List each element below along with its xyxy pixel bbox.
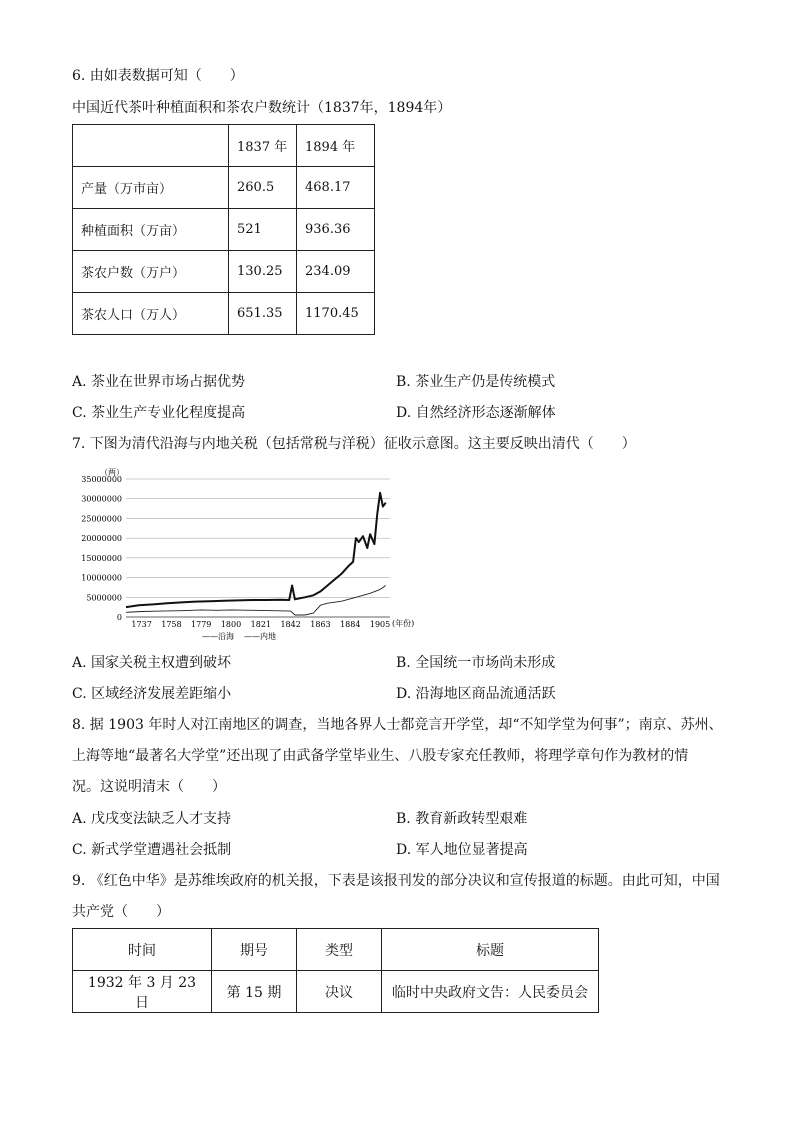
chart-x-tick-label: 1737 <box>131 620 152 629</box>
q6-table <box>72 124 375 335</box>
q7-option-c: C. 区域经济发展差距缩小 <box>72 686 232 702</box>
q6-option-c: C. 茶业生产专业化程度提高 <box>72 405 246 421</box>
q9-stem-line-1: 9. 《红色中华》是苏维埃政府的机关报，下表是该报刊发的部分决议和宣传报道的标题。由此可知，中国 <box>72 873 720 889</box>
table-cell: 产量（万市亩） <box>73 167 229 209</box>
table-cell: 临时中央政府文告：人民委员会 <box>382 971 599 1013</box>
table-cell: 期号 <box>212 929 297 971</box>
chart-x-tick-label: 1821 <box>250 620 272 629</box>
chart-y-tick-label: 30000000 <box>81 494 122 504</box>
q6-option-b: B. 茶业生产仍是传统模式 <box>396 374 556 390</box>
q8-option-a: A. 戊戌变法缺乏人才支持 <box>72 811 232 827</box>
chart-x-ticks <box>131 620 390 629</box>
q8-stem-line-3: 况。这说明清末（ ） <box>72 779 226 795</box>
table-cell: 第 15 期 <box>212 971 297 1013</box>
table-row <box>73 251 375 293</box>
chart-legend-coastal: ——沿海 <box>202 632 234 641</box>
table-cell <box>73 125 229 167</box>
table-cell: 521 <box>229 209 297 251</box>
chart-series-line-0 <box>126 493 386 607</box>
table-row <box>73 293 375 335</box>
table-row <box>73 167 375 209</box>
table-cell: 茶农户数（万户） <box>73 251 229 293</box>
q8-option-c: C. 新式学堂遭遇社会抵制 <box>72 842 232 858</box>
chart-x-tick-label: 1884 <box>340 620 361 629</box>
table-cell: 234.09 <box>297 251 375 293</box>
q7-option-d: D. 沿海地区商品流通活跃 <box>396 686 556 702</box>
table-cell: 类型 <box>297 929 382 971</box>
table-cell: 1932 年 3 月 23 日 <box>73 971 212 1013</box>
table-cell: 时间 <box>73 929 212 971</box>
chart-x-tick-label: 1905 <box>369 620 391 629</box>
table-cell: 651.35 <box>229 293 297 335</box>
q6-stem: 6. 由如表数据可知（ ） <box>72 68 244 84</box>
chart-x-label: (年份) <box>392 619 415 628</box>
chart-y-label: （两） <box>100 468 124 477</box>
q9-table <box>72 928 599 1013</box>
table-cell: 936.36 <box>297 209 375 251</box>
chart-x-tick-label: 1779 <box>191 620 212 629</box>
chart-x-tick-label: 1863 <box>310 620 331 629</box>
q9-stem-line-2: 共产党（ ） <box>72 904 170 920</box>
chart-y-tick-label: 5000000 <box>86 593 122 603</box>
chart-y-ticks <box>81 475 122 622</box>
table-cell: 130.25 <box>229 251 297 293</box>
q8-stem-line-2: 上海等地“最著名大学堂”还出现了由武备学堂毕业生、八股专家充任教师，将理学章句作为教材的情 <box>72 748 689 764</box>
chart-x-tick-label: 1842 <box>280 620 301 629</box>
q8-option-d: D. 军人地位显著提高 <box>396 842 528 858</box>
table-cell: 标题 <box>382 929 599 971</box>
q6-option-a: A. 茶业在世界市场占据优势 <box>72 374 246 390</box>
chart-y-tick-label: 10000000 <box>81 573 122 583</box>
chart-series <box>126 493 386 615</box>
chart-y-tick-label: 25000000 <box>81 514 122 524</box>
table-cell: 1894 年 <box>297 125 375 167</box>
table-cell: 468.17 <box>297 167 375 209</box>
table-header-row <box>73 125 375 167</box>
chart-x-tick-label: 1758 <box>161 620 182 629</box>
table-cell: 1837 年 <box>229 125 297 167</box>
chart-x-tick-label: 1800 <box>220 620 242 629</box>
chart-legend-inland: ——内地 <box>244 632 276 641</box>
q8-stem-line-1: 8. 据 1903 年时人对江南地区的调查，当地各界人士都竞言开学堂，却“不知学堂为何事”；南京、苏州、 <box>72 717 723 733</box>
table-row <box>73 209 375 251</box>
table-cell: 种植面积（万亩） <box>73 209 229 251</box>
table-row <box>73 971 599 1013</box>
table-cell: 260.5 <box>229 167 297 209</box>
tariff-line-chart <box>72 462 422 642</box>
chart-y-tick-label: 0 <box>116 613 122 622</box>
chart-y-tick-label: 15000000 <box>81 553 122 563</box>
q7-stem: 7. 下图为清代沿海与内地关税（包括常税与洋税）征收示意图。这主要反映出清代（ ） <box>72 436 636 452</box>
q8-option-b: B. 教育新政转型艰难 <box>396 811 528 827</box>
q6-table-title: 中国近代茶叶种植面积和茶农户数统计（1837年，1894年） <box>72 100 452 116</box>
table-cell: 1170.45 <box>297 293 375 335</box>
table-header-row <box>73 929 599 971</box>
table-cell: 茶农人口（万人） <box>73 293 229 335</box>
q7-option-a: A. 国家关税主权遭到破坏 <box>72 655 232 671</box>
chart-y-tick-label: 35000000 <box>81 475 122 484</box>
chart-y-tick-label: 20000000 <box>81 534 122 544</box>
table-cell: 决议 <box>297 971 382 1013</box>
q6-option-d: D. 自然经济形态逐渐解体 <box>396 405 556 421</box>
q7-option-b: B. 全国统一市场尚未形成 <box>396 655 556 671</box>
chart-gridlines <box>126 479 390 617</box>
